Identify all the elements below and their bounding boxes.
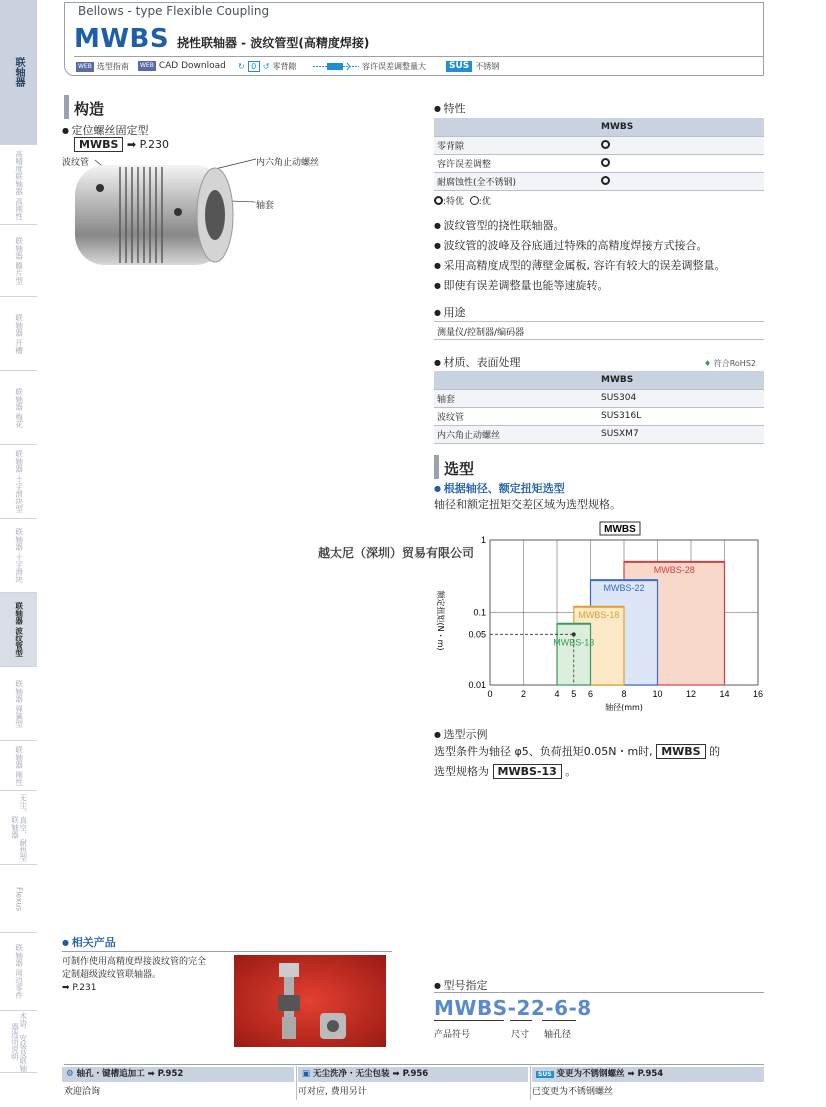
model-label-hole: 轴孔径 — [544, 1030, 572, 1040]
double-circle-icon — [601, 158, 610, 167]
x-axis-label: 轴径(mm) — [605, 703, 643, 712]
y-tick-label: 1 — [480, 535, 486, 545]
structure-ref[interactable]: MWBS ➡ P.230 — [74, 137, 169, 152]
footer-text-1: 欢迎洽询 — [64, 1087, 101, 1097]
sidebar-tab[interactable]: 高精度联轴器 高刚性 — [0, 145, 37, 225]
x-tick-label: 5 — [571, 689, 577, 699]
x-tick-label: 16 — [752, 689, 764, 699]
footer-divider — [64, 1064, 764, 1065]
bar-label: MWBS-28 — [653, 564, 695, 575]
x-tick-label: 10 — [652, 689, 663, 699]
sus-icon: SUS — [538, 1071, 552, 1078]
sidebar-tab[interactable]: 无尘、真空、耐热型联轴器 — [0, 791, 37, 865]
page-title: MWBS — [74, 24, 170, 54]
material-table: MWBS 轴套 SUS304 波纹管 SUS316L 内六角止动螺丝 SUSXM7 — [434, 371, 764, 444]
header-divider — [74, 56, 764, 57]
x-tick-label: 14 — [719, 689, 730, 699]
sidebar-tab[interactable]: 联轴器 开槽 — [0, 297, 37, 371]
double-circle-icon — [434, 196, 443, 205]
header-subtitle: Bellows - type Flexible Coupling — [78, 4, 270, 18]
example-point — [572, 632, 576, 636]
sidebar-tab[interactable]: 联轴器 刚性 — [0, 741, 37, 791]
feature-point: ● 采用高精度成型的薄壁金属板, 容许有较大的误差调整量。 — [434, 257, 726, 273]
footer-title-3: SUS 变更为不锈钢螺丝 ➡ P.954 — [532, 1067, 764, 1082]
x-tick-label: 2 — [520, 689, 527, 699]
rotate-icon: ↺ — [262, 62, 270, 71]
related-link[interactable]: ➡ P.231 — [62, 983, 97, 993]
footer-title-2: ▣ 无尘洗净・无尘包装 ➡ P.956 — [298, 1067, 528, 1082]
leaf-icon: ♦ — [704, 359, 712, 368]
x-tick-label: 0 — [487, 689, 493, 699]
bar-label: MWBS-13 — [553, 637, 595, 648]
material-heading: ● 材质、表面处理 — [434, 354, 521, 370]
sidebar-tab[interactable]: 联轴器 周边零件 — [0, 933, 37, 1011]
model-label-size: 尺寸 — [511, 1030, 530, 1040]
footer-text-2: 可对应, 费用另计 — [298, 1087, 367, 1097]
y-tick-label: 0.01 — [468, 680, 486, 690]
related-heading: ● 相关产品 — [62, 934, 116, 950]
misalignment-badge: 容许误差调整量大 — [313, 61, 426, 72]
rotate-icon: ↻ — [238, 62, 245, 71]
selection-heading: 选型 — [434, 458, 474, 479]
x-tick-label: 8 — [621, 689, 627, 699]
zero-icon: 0 — [248, 61, 260, 72]
web-badge-icon: WEB — [78, 62, 92, 70]
label-bellows: 波纹管 — [62, 158, 90, 168]
double-circle-icon — [601, 176, 610, 185]
related-divider — [62, 951, 392, 952]
selection-sub: ● 根据轴径、额定扭矩选型 — [434, 480, 565, 496]
double-circle-icon — [601, 140, 610, 149]
example-line1: 选型条件为轴径 φ5、负荷扭矩0.05N・m时, MWBS 的 — [434, 745, 721, 758]
label-hub: 轴套 — [256, 201, 275, 211]
related-product-image — [234, 955, 386, 1047]
gear-icon: ⚙ — [66, 1069, 74, 1079]
footer-link[interactable]: ➡ P.952 — [147, 1069, 184, 1079]
sidebar-tab[interactable]: 联轴器 波纹管型 — [0, 593, 37, 667]
web-badge-icon: WEB — [140, 62, 154, 69]
y-tick-label: 0.05 — [468, 629, 486, 640]
model-heading: ● 型号指定 — [434, 977, 488, 993]
model-divider — [434, 992, 764, 993]
stainless-badge: SUS 不锈钢 — [446, 61, 499, 72]
sidebar-tab[interactable]: 联轴器 梅花 — [0, 371, 37, 445]
feature-point: ● 波纹管型的挠性联轴器。 — [434, 217, 565, 233]
sidebar-tab[interactable]: 联轴器 — [0, 0, 37, 145]
x-tick-label: 4 — [554, 689, 560, 699]
model-label-code: 产品符号 — [434, 1030, 471, 1040]
x-tick-label: 12 — [685, 689, 697, 699]
cad-download-link[interactable]: WEB CAD Download — [140, 61, 226, 71]
sus-icon: SUS — [446, 61, 472, 72]
sidebar — [0, 0, 37, 1107]
model-code: MWBS-22-6-8 — [434, 996, 592, 1020]
usage-heading: ● 用途 — [434, 304, 466, 320]
zero-backlash-badge: ↻ 0 ↺ 零背隙 — [238, 62, 297, 71]
sidebar-tab[interactable]: Flexus — [0, 865, 37, 933]
watermark: 越太尼（深圳）贸易有限公司 — [318, 546, 475, 560]
selection-desc: 轴径和额定扭矩交差区域为选型规格。 — [434, 498, 621, 511]
x-tick-label: 6 — [587, 689, 594, 699]
example-line2: 选型规格为 MWBS-13 。 — [434, 765, 577, 778]
sidebar-tab[interactable]: 术语、安装及联轴器选用说明 — [0, 1011, 37, 1073]
structure-type: ● 定位螺丝固定型 — [62, 122, 149, 138]
features-heading: ● 特性 — [434, 100, 466, 116]
coupling-icon — [313, 62, 359, 71]
usage-text: 测量仪/控制器/编码器 — [434, 321, 764, 340]
related-text: 可制作使用高精度焊接波纹管的完全 定制超级波纹管联轴器。 ➡ P.231 — [62, 957, 207, 993]
bar-label: MWBS-18 — [578, 609, 620, 620]
header-description: 挠性联轴器 - 波纹管型(高精度焊接) — [177, 36, 370, 50]
structure-heading: 构造 — [64, 98, 104, 119]
footer-text-3: 已变更为不锈钢螺丝 — [532, 1087, 614, 1097]
feature-point: ● 即使有误差调整量也能等速旋转。 — [434, 277, 609, 293]
example-heading: ● 选型示例 — [434, 726, 488, 742]
footer-link[interactable]: ➡ P.954 — [627, 1069, 664, 1079]
coupling-product-image — [60, 150, 260, 270]
selection-guide-link[interactable]: WEB 选型指南 — [78, 62, 129, 71]
sidebar-tab[interactable]: 联轴器 膜片型 — [0, 225, 37, 297]
rohs-badge: ♦ 符合RoHS2 — [704, 359, 756, 368]
footer-link[interactable]: ➡ P.956 — [392, 1069, 429, 1079]
feature-point: ● 波纹管的波峰及谷底通过特殊的高精度焊接方式接合。 — [434, 237, 708, 253]
label-setscrew: 内六角止动螺丝 — [256, 158, 320, 168]
sidebar-tab[interactable]: 联轴器 十字滑块 — [0, 519, 37, 593]
bar-label: MWBS-22 — [603, 583, 645, 594]
package-icon: ▣ — [302, 1069, 311, 1079]
circle-icon — [470, 196, 479, 205]
chart-title: MWBS — [604, 524, 636, 535]
features-legend: :特优 :优 — [434, 194, 491, 207]
y-axis-label: 额定扭矩(N・m) — [436, 590, 445, 651]
sidebar-tab[interactable]: 联轴器 十字滑块型 — [0, 445, 37, 519]
y-tick-label: 0.1 — [473, 607, 486, 618]
footer-title-1: ⚙ 轴孔・键槽追加工 ➡ P.952 — [62, 1067, 294, 1082]
sidebar-tab[interactable]: 联轴器 弹簧型 — [0, 667, 37, 741]
features-table: MWBS 零背隙 容许误差调整 耐腐蚀性(全不锈钢) — [434, 118, 764, 191]
